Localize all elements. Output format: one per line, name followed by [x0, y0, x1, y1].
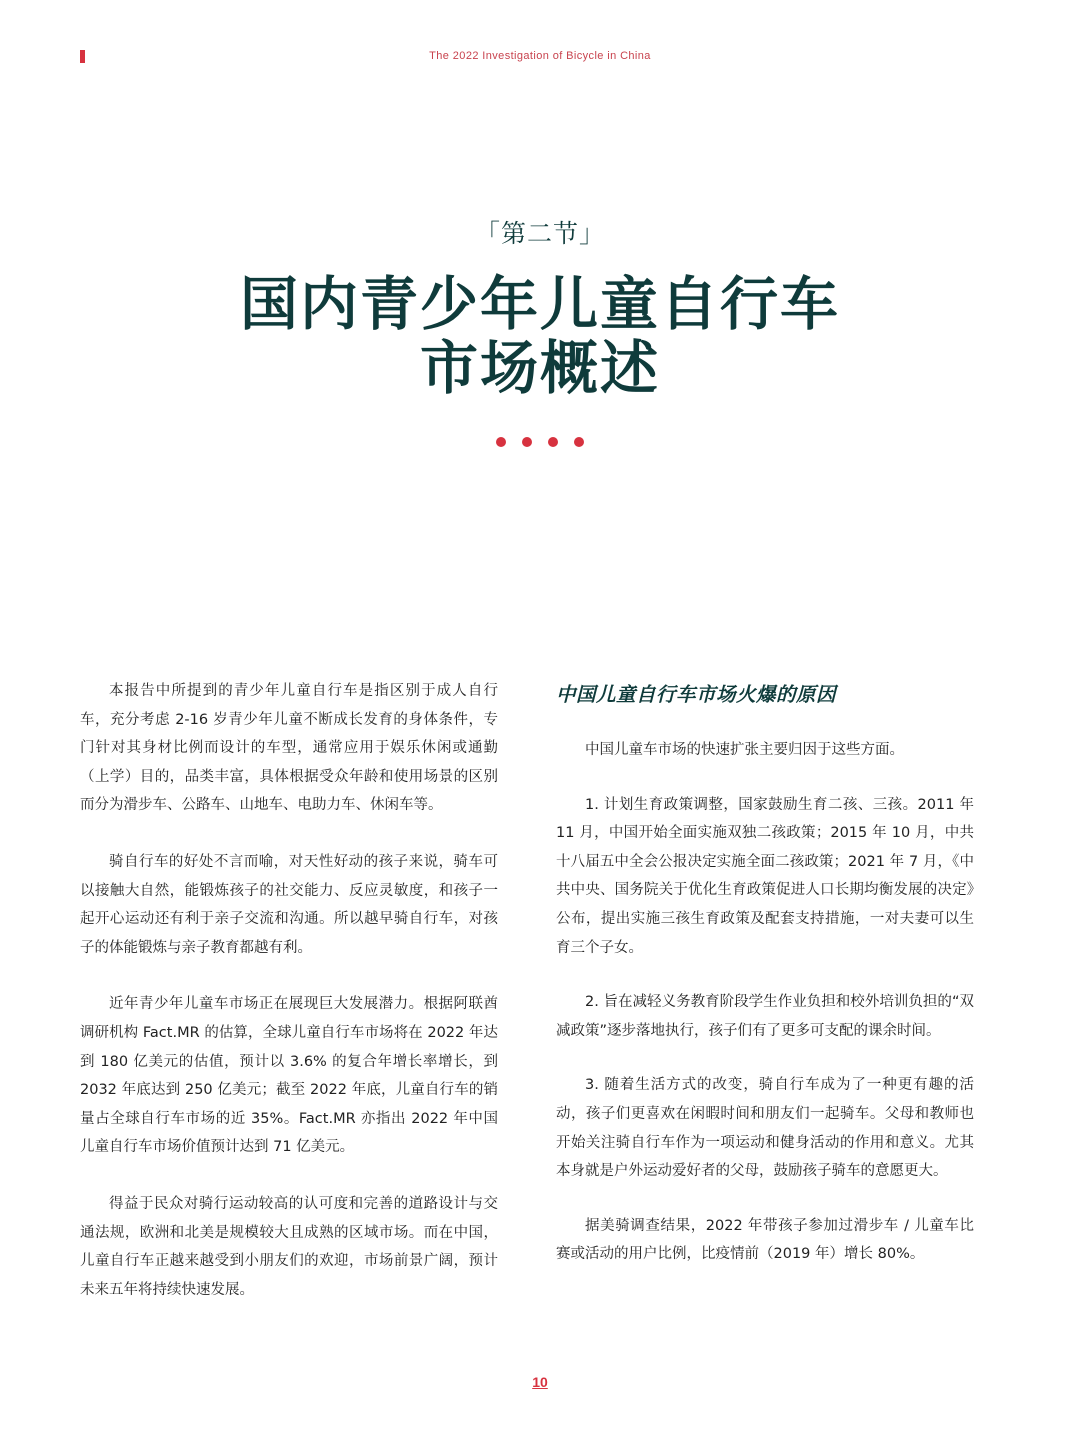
- list-item: 3. 随着生活方式的改变，骑自行车成为了一种更有趣的活动，孩子们更喜欢在闲暇时间和朋友们一起骑车。父母和教师也开始关注骑自行车作为一项运动和健身活动的作用和意义。尤其本身就是户外运动爱好者的父母，鼓励孩子骑车的意愿更大。: [556, 1077, 974, 1180]
- page-title-line-2: 市场概述: [419, 334, 660, 402]
- dot-icon: [548, 437, 558, 447]
- body-paragraph: 据美骑调查结果，2022 年带孩子参加过滑步车 / 儿童车比赛或活动的用户比例，比疫情前（2019 年）增长 80%。: [556, 1217, 974, 1263]
- dot-icon: [574, 437, 584, 447]
- page-number: 10: [532, 1374, 548, 1390]
- list-item: 2. 旨在减轻义务教育阶段学生作业负担和校外培训负担的“双减政策”逐步落地执行，孩子们有了更多可支配的课余时间。: [556, 994, 974, 1039]
- body-paragraph: 骑自行车的好处不言而喻，对天性好动的孩子来说，骑车可以接触大自然，能锻炼孩子的社交能力、反应灵敏度，和孩子一起开心运动还有利于亲子交流和沟通。所以越早骑自行车，对孩子的体能锻炼与亲子教育都越有利。: [80, 853, 498, 956]
- page-title-line-1: 国内青少年儿童自行车: [239, 270, 840, 338]
- decorative-dots: [0, 437, 1080, 447]
- body-paragraph: 近年青少年儿童车市场正在展现巨大发展潜力。根据阿联酋调研机构 Fact.MR 的估算，全球儿童自行车市场将在 2022 年达到 180 亿美元的估值，预计以 3.6% 的复合年增长率增长，到 2032 年底达到 250 亿美元；截至 2022 年底，儿童自行车的销量占全球自行车市场的近 35%。Fact.MR 亦指出 2022 年中国儿童自行车市场价值预计达到 71 亿美元。: [80, 996, 498, 1156]
- right-column: [556, 680, 974, 1295]
- section-label: 「第二节」: [474, 219, 605, 248]
- body-paragraph: 中国儿童车市场的快速扩张主要归因于这些方面。: [585, 742, 904, 758]
- body-paragraph: 本报告中所提到的青少年儿童自行车是指区别于成人自行车，充分考虑 2-16 岁青少年儿童不断成长发育的身体条件，专门针对其身材比例而设计的车型，通常应用于娱乐休闲或通勤（上学）目的，品类丰富，具体根据受众年龄和使用场景的区别而分为滑步车、公路车、山地车、电助力车、休闲车等。: [80, 683, 498, 814]
- body-paragraph: 得益于民众对骑行运动较高的认可度和完善的道路设计与交通法规，欧洲和北美是规模较大且成熟的区域市场。而在中国，儿童自行车正越来越受到小朋友们的欢迎，市场前景广阔，预计未来五年将持续快速发展。: [80, 1195, 498, 1298]
- dot-icon: [522, 437, 532, 447]
- section-heading: 中国儿童自行车市场火爆的原因: [556, 683, 837, 706]
- page-title: [0, 272, 1080, 400]
- running-header: The 2022 Investigation of Bicycle in China: [429, 50, 651, 62]
- left-column: [80, 677, 498, 1332]
- dot-icon: [496, 437, 506, 447]
- list-item: 1. 计划生育政策调整，国家鼓励生育二孩、三孩。2011 年 11 月，中国开始全面实施双独二孩政策；2015 年 10 月，中共十八届五中全会公报决定实施全面二孩政策；2021 年 7 月，《中共中央、国务院关于优化生育政策促进人口长期均衡发展的决定》公布，提出实施三孩生育政策及配套支持措施，一对夫妻可以生育三个子女。: [556, 796, 974, 956]
